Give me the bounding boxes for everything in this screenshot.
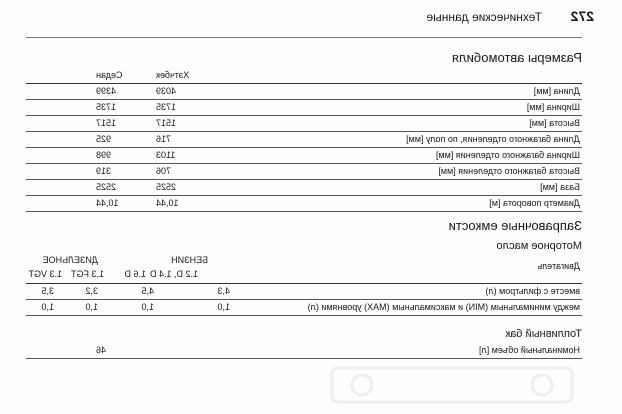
sedan-value: 10,44: [96, 198, 119, 208]
sedan-value: 925: [96, 134, 112, 144]
fuel-tank-title: Топливный бак: [505, 328, 582, 340]
header-divider: [26, 37, 582, 38]
row-label: База [мм]: [540, 182, 580, 192]
sedan-value: 1517: [96, 118, 117, 128]
engine-label: Двигатель: [537, 261, 580, 271]
row-label: Длина багажного отделения, по полу [мм]: [406, 134, 580, 144]
sedan-value: 2525: [96, 182, 117, 192]
sedan-value: 319: [96, 166, 112, 176]
table-row: [26, 196, 582, 212]
engine-4: 1.3 VGT: [28, 269, 62, 279]
hatchback-value: 706: [156, 166, 172, 176]
sedan-value: 4399: [96, 86, 117, 96]
cell-value: 1,0: [141, 302, 154, 312]
page-number: 272: [570, 8, 594, 24]
cell-value: 3,2: [85, 286, 98, 296]
engine-1: 1.2 D, 1.4 D: [149, 269, 198, 279]
row-label: между минимальным (MIN) и максимальным (MAX) уровнями (л): [307, 302, 580, 312]
table-row: [26, 180, 582, 196]
oil-title: Моторное масло: [496, 240, 582, 252]
hatchback-value: 2525: [156, 182, 177, 192]
table-row: [26, 343, 582, 359]
group-gasoline: БЕНЗИН: [171, 255, 208, 265]
engine-3: 1.3 FGT: [70, 269, 104, 279]
brand-watermark-icon: [322, 360, 582, 410]
cell-value: 1,0: [85, 302, 98, 312]
hatchback-value: 1735: [156, 102, 177, 112]
table-row: [26, 100, 582, 116]
hatchback-value: 1103: [156, 150, 176, 160]
hatchback-value: 4039: [156, 86, 177, 96]
dimensions-title: Размеры автомобиля: [451, 50, 582, 65]
column-header-hatchback: Хэтчбек: [156, 70, 190, 80]
sedan-value: 998: [96, 150, 112, 160]
hatchback-value: 1517: [156, 118, 177, 128]
row-label: Длина [мм]: [533, 86, 580, 96]
table-row: [26, 116, 582, 132]
hatchback-value: 10,44: [156, 198, 179, 208]
running-title: Технические данные: [426, 10, 542, 24]
table-row: [26, 84, 582, 100]
engine-2: 1.6 D: [124, 269, 146, 279]
row-label: вместе с фильтром (л): [485, 286, 580, 296]
table-row: [26, 300, 582, 316]
table-row: [26, 284, 582, 300]
group-diesel: ДИЗЕЛЬНОЕ: [42, 255, 98, 265]
sedan-value: 1735: [96, 102, 117, 112]
column-header-sedan: Седан: [96, 70, 123, 80]
capacities-title: Заправочные емкости: [448, 218, 582, 233]
fuel-tank-value: 46: [96, 345, 107, 355]
row-label: Диаметр поворота [м]: [489, 198, 580, 208]
cell-value: 1,0: [41, 302, 54, 312]
cell-value: 3,5: [41, 286, 54, 296]
cell-value: 4,3: [217, 286, 230, 296]
row-label: Высота [мм]: [529, 118, 580, 128]
hatchback-value: 716: [156, 134, 172, 144]
row-label: Высота багажного отделения [мм]: [438, 166, 580, 176]
row-label: Ширина багажного отделения [мм]: [435, 150, 580, 160]
cell-value: 4,5: [141, 286, 154, 296]
table-row: [26, 148, 582, 164]
cell-value: 1,0: [217, 302, 230, 312]
row-label: Ширина [мм]: [526, 102, 580, 112]
table-row: [26, 164, 582, 180]
table-row: [26, 132, 582, 148]
row-label: Номинальный объем [л]: [478, 345, 580, 355]
